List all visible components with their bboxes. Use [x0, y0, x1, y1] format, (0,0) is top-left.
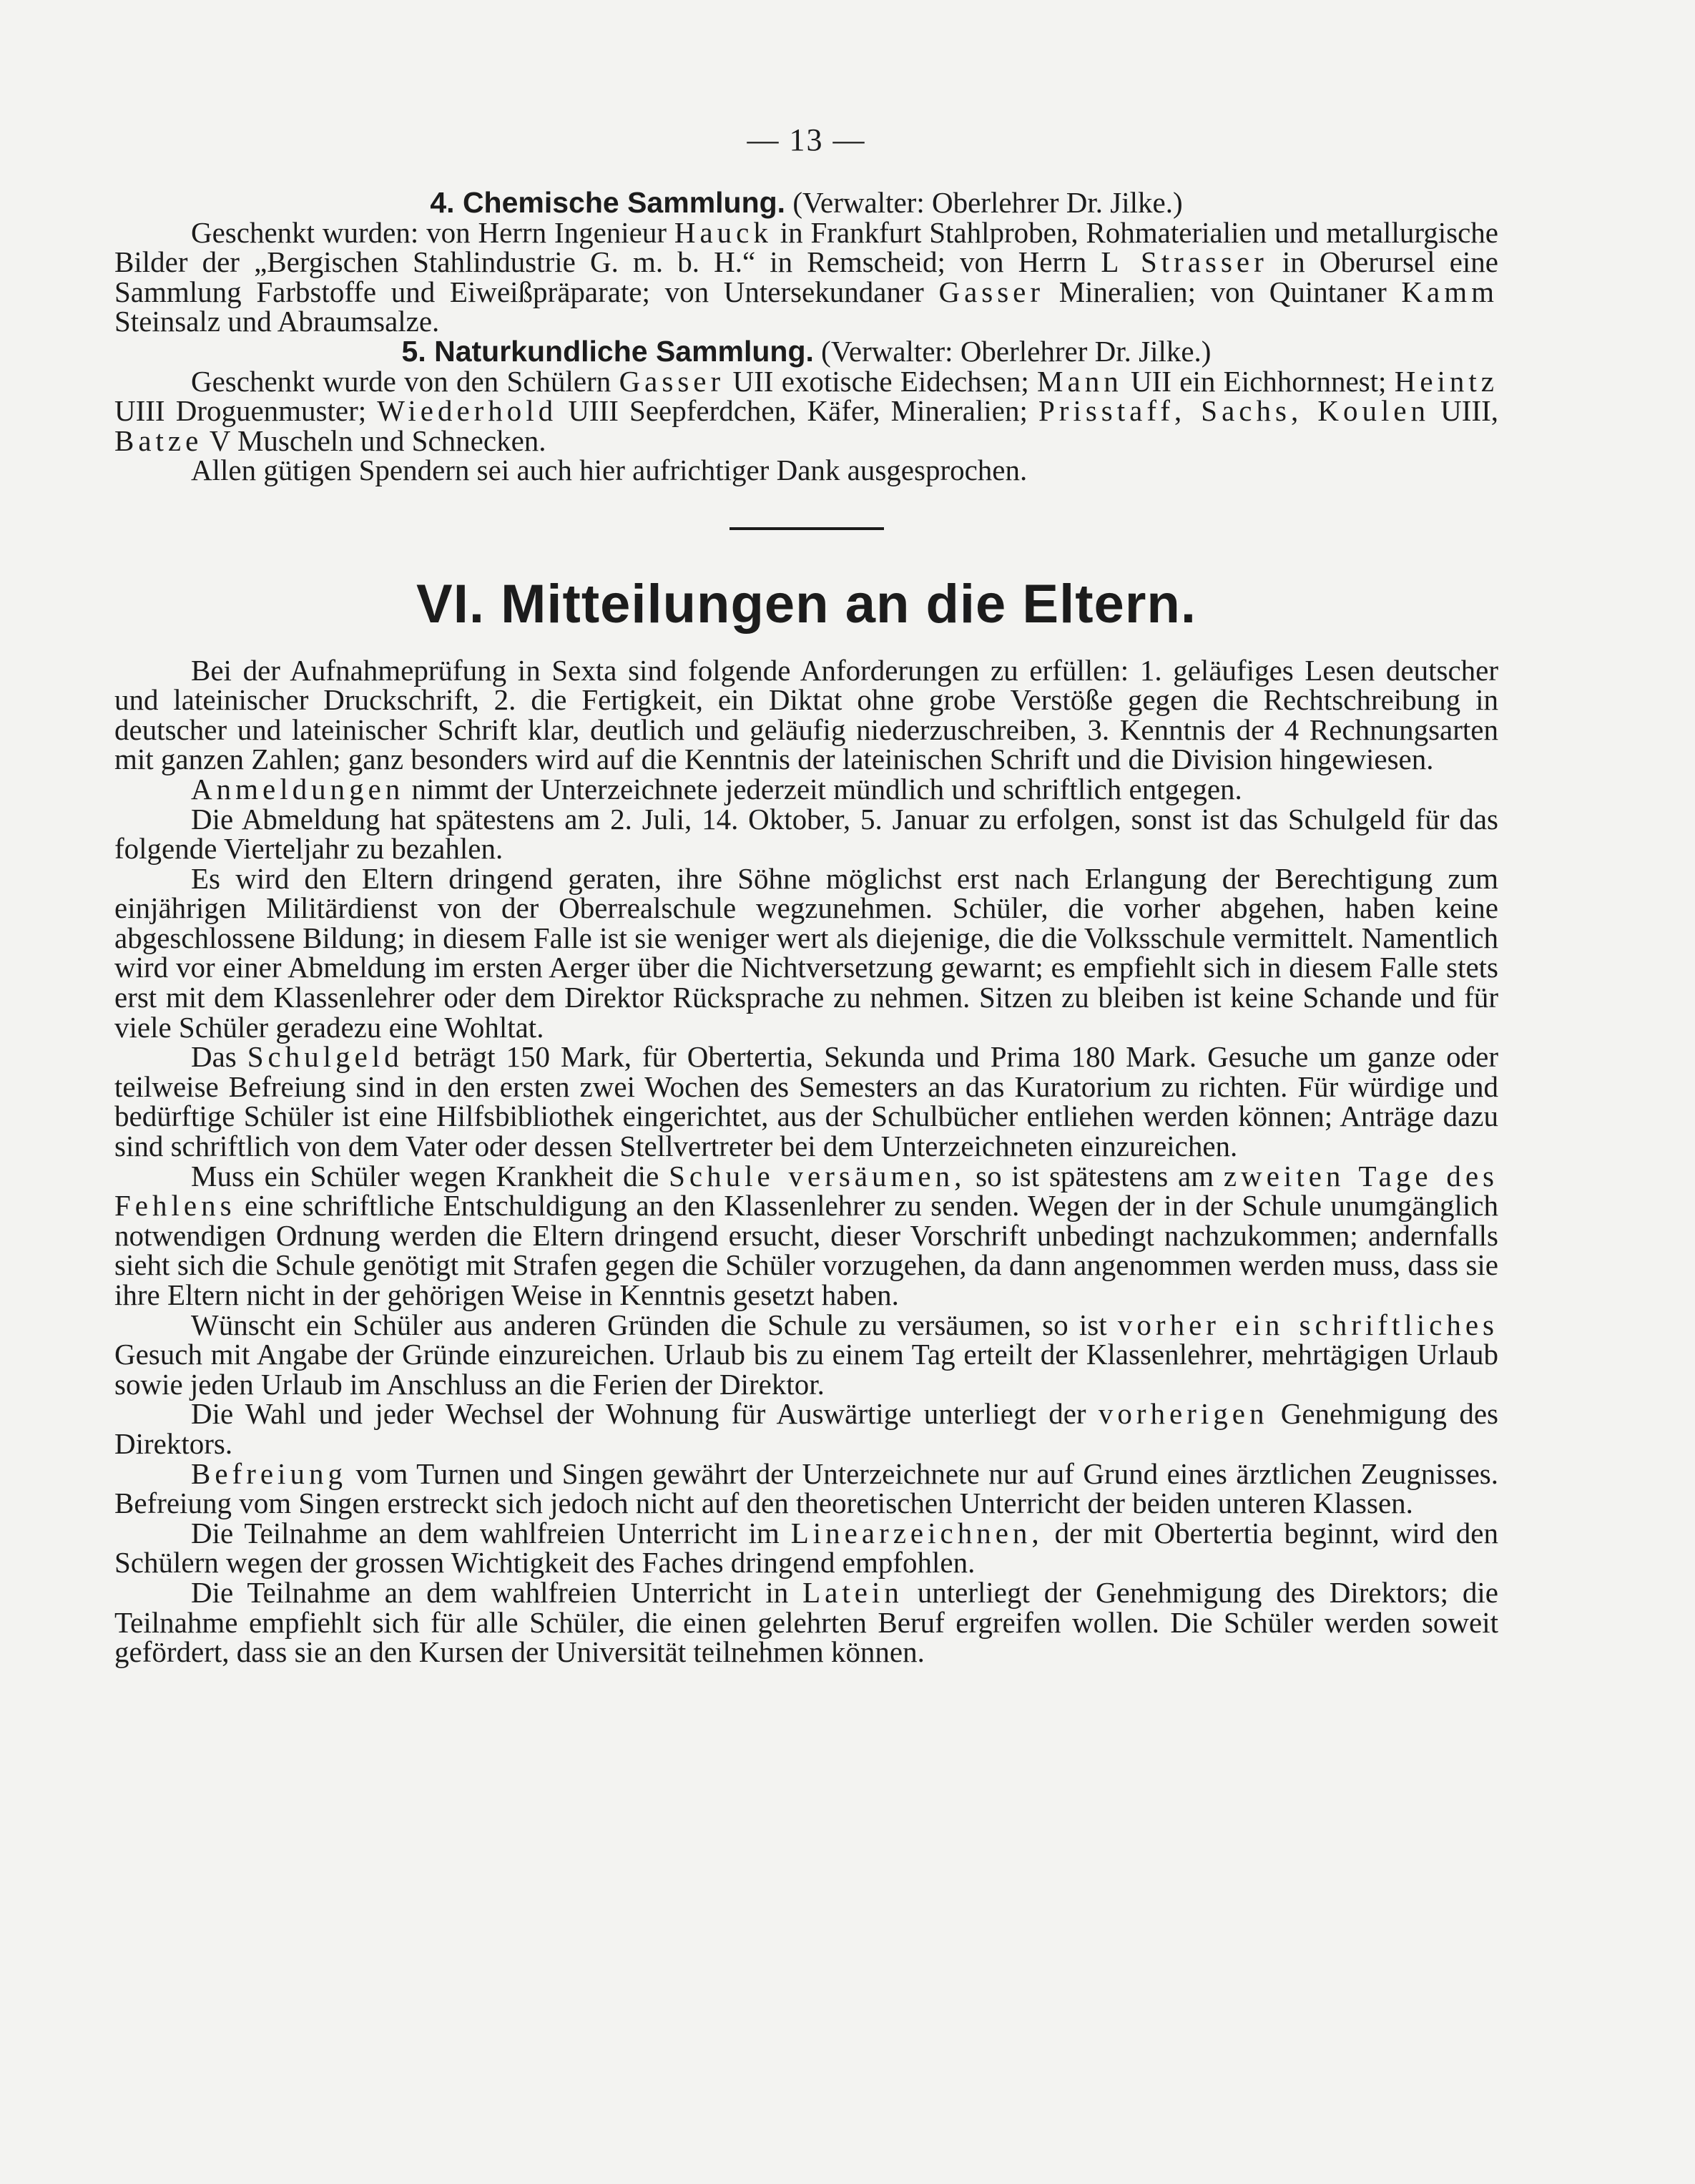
- spaced-term: Latein: [802, 1575, 903, 1609]
- text: UIII Droguenmuster;: [114, 394, 378, 428]
- text: in Frankfurt Stahlproben, Rohmaterialien und metallurgische Bilder der „Bergischen Stahlindustrie G. m. b. H.“ in Remscheid; von Herrn: [114, 215, 1498, 279]
- spaced-name: Heintz: [1394, 364, 1499, 398]
- text: Die Teilnahme an dem wahlfreien Unterricht in: [191, 1575, 803, 1609]
- section-5-title: 5. Naturkundliche Sammlung.: [401, 334, 814, 368]
- residence-paragraph: [114, 1399, 1498, 1459]
- spaced-name: L Strasser: [1101, 245, 1268, 279]
- text: Geschenkt wurden: von Herrn Ingenieur: [191, 215, 674, 249]
- spaced-name: Gasser: [938, 275, 1045, 308]
- spaced-name: Wiederhold: [377, 394, 558, 428]
- exemption-paragraph: [114, 1456, 1498, 1520]
- spaced-term: vorherigen: [1098, 1397, 1269, 1431]
- text: der mit Obertertia beginnt, wird den Schülern wegen der grossen Wichtigkeit des Faches dringend empfohlen.: [114, 1516, 1498, 1580]
- text: vom Turnen und Singen gewährt der Unterzeichnete nur auf Grund eines ärztlichen Zeugnisses. Befreiung vom Singen erstreckt sich jedoch nicht auf den theoretischen Unterricht der beiden unteren Klassen.: [114, 1456, 1498, 1520]
- text: UIII,: [1430, 394, 1499, 428]
- text: Steinsalz und Abraumsalze.: [114, 305, 440, 338]
- text: nimmt der Unterzeichnete jederzeit mündlich und schriftlich entgegen.: [404, 772, 1242, 805]
- latin-paragraph: [114, 1575, 1498, 1669]
- text: V Muscheln und Schnecken.: [202, 423, 546, 457]
- text: unterliegt der Genehmigung des Direktors; die Teilnahme empfiehlt sich für alle Schüler, die einen gelehrten Beruf ergreifen wollen. Die Schüler werden soweit gefördert, dass sie an den Kursen der Universität teilnehmen können.: [114, 1575, 1498, 1669]
- text: Mineralien; von Quintaner: [1044, 275, 1402, 308]
- text: Genehmigung des Direktors.: [114, 1397, 1498, 1460]
- text: Geschenkt wurde von den Schülern: [191, 364, 619, 398]
- text: eine schriftliche Entschuldigung an den Klassenlehrer zu senden. Wegen der in der Schule unumgänglich notwendigen Ordnung werden die Eltern dringend ersucht, dieser Vorschrift unbedingt nachzukommen; andernfalls sieht sich die Schule genötigt mit Strafen gegen die Schüler vorzugehen, da dann angenommen werden muss, dass sie ihre Eltern nicht in der gehörigen Weise in Kenntnis gesetzt haben.: [114, 1189, 1498, 1311]
- text: Die Wahl und jeder Wechsel der Wohnung für Auswärtige unterliegt der: [191, 1397, 1099, 1431]
- deregistration-paragraph: Die Abmeldung hat spätestens am 2. Juli, 14. Oktober, 5. Januar zu erfolgen, sonst ist das Schulgeld für das folgende Vierteljahr zu bezahlen.: [114, 802, 1498, 866]
- spaced-term: Befreiung: [191, 1456, 347, 1490]
- thanks-paragraph: Allen gütigen Spendern sei auch hier aufrichtiger Dank ausgesprochen.: [191, 454, 1028, 487]
- leave-paragraph: [114, 1308, 1498, 1401]
- section-6-title: VI. Mitteilungen an die Eltern.: [416, 573, 1197, 635]
- section-5-heading: [114, 334, 1498, 368]
- school-fee-paragraph: [114, 1042, 1498, 1161]
- advice-paragraph: Es wird den Eltern dringend geraten, ihre Söhne möglichst erst nach Erlangung der Berechtigung zum einjährigen Militärdienst von der Oberrealschule wegzunehmen. Schüler, die vorher abgehen, haben keine abgeschlossene Bildung; in diesem Falle ist sie weniger wert als diejenige, die die Volksschule vermittelt. Namentlich wird vor einer Abmeldung im ersten Aerger über die Nichtversetzung gewarnt; es empfiehlt sich in diesem Falle stets erst mit dem Klassenlehrer oder dem Direktor Rücksprache zu nehmen. Sitzen zu bleiben ist keine Schande und für viele Schüler geradezu eine Wohltat.: [114, 861, 1498, 1044]
- text: UII ein Eichhornnest;: [1122, 364, 1395, 398]
- spaced-name: Prisstaff, Sachs, Koulen: [1038, 394, 1430, 428]
- text: Wünscht ein Schüler aus anderen Gründen die Schule zu versäumen, so ist: [191, 1308, 1118, 1341]
- spaced-term: Linearzeichnen,: [790, 1516, 1043, 1549]
- registration-paragraph: [114, 772, 1498, 805]
- page-number: — 13 —: [747, 122, 866, 157]
- section-4-heading: [114, 188, 1498, 218]
- spaced-name: Mann: [1037, 364, 1123, 398]
- text: Die Teilnahme an dem wahlfreien Unterricht im: [191, 1516, 791, 1549]
- spaced-name: Batze: [114, 423, 203, 457]
- section-4-title: 4. Chemische Sammlung.: [430, 186, 786, 219]
- text: beträgt 150 Mark, für Obertertia, Sekunda und Prima 180 Mark. Gesuche um ganze oder teilweise Befreiung sind in den ersten zwei Wochen des Semesters an das Kuratorium zu richten. Für würdige und bedürftige Schüler ist eine Hilfsbibliothek eingerichtet, aus der Schulbücher entliehen werden können; Anträge dazu sind schriftlich von dem Vater oder dessen Stellvertreter bei dem Unterzeichneten einzureichen.: [114, 1040, 1499, 1163]
- text: Das: [191, 1040, 247, 1074]
- drawing-paragraph: [114, 1516, 1498, 1580]
- spaced-term: Anmeldungen: [191, 772, 405, 805]
- text: Muss ein Schüler wegen Krankheit die: [191, 1159, 669, 1193]
- text: in Oberursel eine Sammlung Farbstoffe und Eiweißpräparate; von Untersekundaner: [114, 245, 1498, 308]
- spaced-term: Schule versäumen,: [669, 1159, 966, 1193]
- spaced-name: Kamm: [1401, 275, 1498, 308]
- text: Gesuch mit Angabe der Gründe einzureichen. Urlaub bis zu einem Tag erteilt der Klassenlehrer, mehrtägigen Urlaub sowie jeden Urlaub im Anschluss an die Ferien der Direktor.: [114, 1338, 1498, 1401]
- section-4-paragraph: [114, 215, 1498, 338]
- spaced-term: vorher ein schriftliches: [1117, 1308, 1498, 1341]
- spaced-name: Gasser: [619, 364, 725, 398]
- text: UIII Seepferdchen, Käfer, Mineralien;: [557, 394, 1038, 428]
- section-divider: [729, 527, 884, 530]
- spaced-name: Hauck: [674, 215, 772, 249]
- text: UII exotische Eidechsen;: [724, 364, 1038, 398]
- section-5-administrator: (Verwalter: Oberlehrer Dr. Jilke.): [813, 334, 1212, 368]
- section-5-paragraph: [114, 364, 1499, 457]
- spaced-term: zweiten Tage des Fehlens: [114, 1159, 1499, 1223]
- text: so ist spätestens am: [966, 1159, 1224, 1193]
- spaced-term: Schulgeld: [247, 1040, 403, 1074]
- section-4-administrator: (Verwalter: Oberlehrer Dr. Jilke.): [785, 186, 1183, 219]
- document-page: [114, 122, 1498, 1668]
- admission-paragraph: Bei der Aufnahmeprüfung in Sexta sind folgende Anforderungen zu erfüllen: 1. geläufiges Lesen deutscher und lateinischer Druckschrift, 2. die Fertigkeit, ein Diktat ohne grobe Verstöße gegen die Rechtschreibung in deutscher und lateinischer Schrift klar, deutlich und geläufig niederzuschreiben, 3. Kenntnis der 4 Rechnungsarten mit ganzen Zahlen; ganz besonders wird auf die Kenntnis der lateinischen Schrift und die Division hingewiesen.: [114, 653, 1498, 776]
- absence-paragraph: [114, 1159, 1499, 1311]
